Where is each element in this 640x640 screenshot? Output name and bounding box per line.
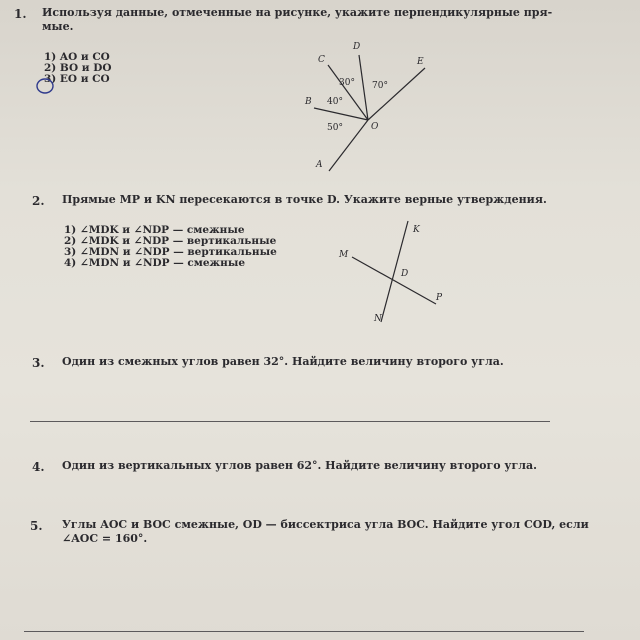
q5-text — [62, 518, 622, 546]
angle-70-label: 70° — [372, 81, 388, 91]
q1-number: 1. — [14, 7, 27, 21]
q1-text-line2: мые. — [42, 20, 74, 33]
angle-40-label: 40° — [327, 97, 343, 107]
point-e-label: E — [417, 57, 424, 67]
q4-number: 4. — [32, 460, 45, 474]
point-a-label: A — [316, 160, 323, 170]
point-d-label: D — [353, 42, 361, 52]
q5-number: 5. — [30, 519, 43, 533]
point-b-label: B — [305, 97, 312, 107]
point-m-label: M — [339, 250, 349, 260]
q1-option-2[interactable]: 2) BO и DO — [44, 62, 112, 74]
q3-answer-line[interactable] — [30, 421, 550, 422]
q1-option-1[interactable]: 1) AO и CO — [44, 51, 110, 63]
angle-30-label: 30° — [339, 78, 355, 88]
point-d-label: D — [401, 269, 409, 279]
q2-option-4[interactable]: 4) ∠MDN и ∠NDP — смежные — [64, 257, 246, 269]
point-n-label: N — [374, 314, 382, 324]
angle-50-label: 50° — [327, 123, 343, 133]
q4-text: Один из вертикальных углов равен 62°. Найдите величину второго угла. — [62, 459, 537, 472]
q2-option-2[interactable]: 2) ∠MDK и ∠NDP — вертикальные — [64, 235, 277, 247]
point-k-label: K — [413, 225, 420, 235]
q5-text-line1: Углы AOC и BOC смежные, OD — биссектриса угла BOC. Найдите угол COD, если — [62, 518, 589, 531]
q2-text: Прямые MP и KN пересекаются в точке D. Укажите верные утверждения. — [62, 193, 547, 206]
q3-number: 3. — [32, 356, 45, 370]
q3-text: Один из смежных углов равен 32°. Найдите величину второго угла. — [62, 355, 504, 368]
q2-option-3[interactable]: 3) ∠MDN и ∠NDP — вертикальные — [64, 246, 277, 258]
q1-option-3[interactable]: 3) EO и CO — [44, 73, 110, 85]
point-c-label: C — [318, 55, 325, 65]
q5-answer-line[interactable] — [24, 631, 584, 632]
point-p-label: P — [436, 293, 443, 303]
q2-option-1[interactable]: 1) ∠MDK и ∠NDP — смежные — [64, 224, 245, 236]
q5-text-line2: ∠AOC = 160°. — [62, 532, 148, 545]
line-mp — [352, 257, 436, 304]
q1-text-line1: Используя данные, отмеченные на рисунке, укажите перпендикулярные пря- — [42, 6, 553, 19]
q2-number: 2. — [32, 194, 45, 208]
point-o-label: O — [371, 122, 379, 132]
